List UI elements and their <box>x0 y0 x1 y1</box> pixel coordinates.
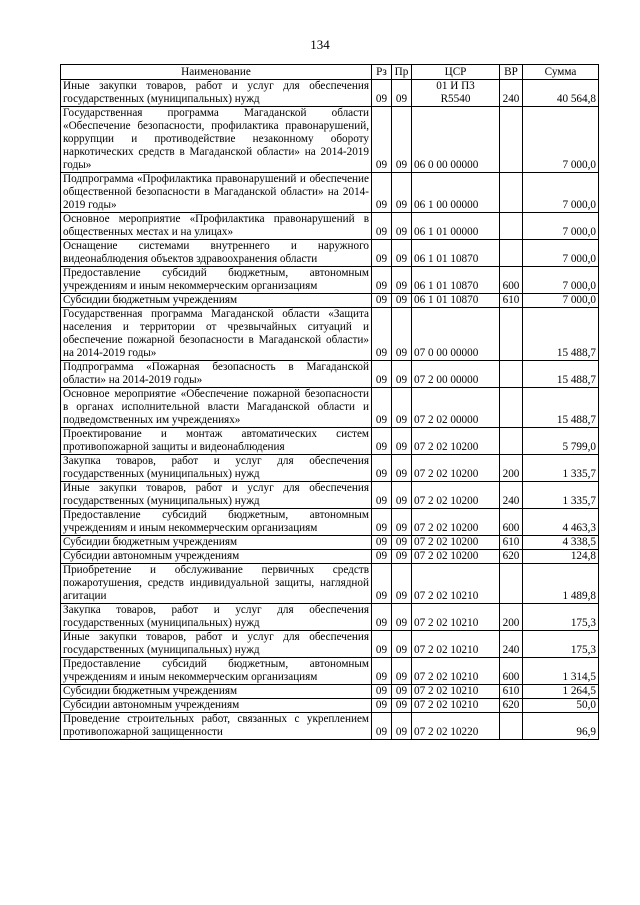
row-sum-cell: 50,0 <box>523 699 599 713</box>
row-pr-cell: 09 <box>392 428 412 455</box>
row-pr-cell: 09 <box>392 267 412 294</box>
row-rz-cell: 09 <box>372 482 392 509</box>
row-csr-cell: 07 2 02 10220 <box>412 713 500 740</box>
row-rz-cell: 09 <box>372 685 392 699</box>
row-vr-cell: 240 <box>500 482 523 509</box>
row-name-cell: Субсидии бюджетным учреждениям <box>61 685 372 699</box>
table-row <box>61 713 599 740</box>
row-pr-cell: 09 <box>392 455 412 482</box>
row-vr-cell: 240 <box>500 631 523 658</box>
row-rz-cell: 09 <box>372 267 392 294</box>
row-vr-cell <box>500 240 523 267</box>
row-csr-cell: 07 2 02 10210 <box>412 564 500 604</box>
row-csr-cell: 06 0 00 00000 <box>412 107 500 173</box>
row-pr-cell: 09 <box>392 80 412 107</box>
table-row <box>61 604 599 631</box>
row-pr-cell: 09 <box>392 361 412 388</box>
row-rz-cell: 09 <box>372 604 392 631</box>
row-sum-cell: 15 488,7 <box>523 388 599 428</box>
row-vr-cell: 620 <box>500 699 523 713</box>
table-row <box>61 294 599 308</box>
row-pr-cell: 09 <box>392 604 412 631</box>
row-vr-cell: 600 <box>500 658 523 685</box>
row-csr-cell: 07 2 02 10210 <box>412 685 500 699</box>
row-rz-cell: 09 <box>372 173 392 213</box>
row-rz-cell: 09 <box>372 428 392 455</box>
row-csr-cell: 06 1 01 10870 <box>412 240 500 267</box>
row-pr-cell: 09 <box>392 536 412 550</box>
row-name-cell: Основное мероприятие «Обеспечение пожарной безопасности в органах исполнительной власти Магаданской области и подведомственных им учреждениях» <box>61 388 372 428</box>
table-body <box>61 80 599 740</box>
row-vr-cell <box>500 564 523 604</box>
table-row <box>61 455 599 482</box>
row-rz-cell: 09 <box>372 536 392 550</box>
row-csr-cell: 07 2 02 10200 <box>412 482 500 509</box>
row-vr-cell: 600 <box>500 509 523 536</box>
csr-prefix: 01 И П3 <box>436 80 475 92</box>
row-sum-cell: 7 000,0 <box>523 240 599 267</box>
table-row <box>61 308 599 361</box>
row-sum-cell: 40 564,8 <box>523 80 599 107</box>
row-rz-cell: 09 <box>372 361 392 388</box>
row-vr-cell: 240 <box>500 80 523 107</box>
row-sum-cell: 4 463,3 <box>523 509 599 536</box>
row-name-cell: Субсидии бюджетным учреждениям <box>61 536 372 550</box>
row-pr-cell: 09 <box>392 388 412 428</box>
row-vr-cell <box>500 428 523 455</box>
row-rz-cell: 09 <box>372 631 392 658</box>
row-name-cell: Государственная программа Магаданской области «Защита населения и территории от чрезвычайных ситуаций и обеспечение пожарной безопасности в Магаданской области» на 2014-2019 годы» <box>61 308 372 361</box>
row-name-cell: Закупка товаров, работ и услуг для обеспечения государственных (муниципальных) нужд <box>61 455 372 482</box>
row-name-cell: Основное мероприятие «Профилактика правонарушений в общественных местах и на улицах» <box>61 213 372 240</box>
row-name-cell: Государственная программа Магаданской области «Обеспечение безопасности, профилактика правонарушений, коррупции и противодействие незаконному обороту наркотических средств в Магаданской области» на 2014-2019 годы» <box>61 107 372 173</box>
header-csr: ЦСР <box>412 65 500 80</box>
row-pr-cell: 09 <box>392 564 412 604</box>
row-vr-cell <box>500 713 523 740</box>
row-vr-cell: 200 <box>500 604 523 631</box>
row-pr-cell: 09 <box>392 685 412 699</box>
row-sum-cell: 7 000,0 <box>523 213 599 240</box>
table-row <box>61 173 599 213</box>
row-pr-cell: 09 <box>392 308 412 361</box>
table-row <box>61 536 599 550</box>
row-sum-cell: 1 335,7 <box>523 455 599 482</box>
row-vr-cell: 610 <box>500 294 523 308</box>
row-pr-cell: 09 <box>392 173 412 213</box>
row-csr-cell: 06 1 00 00000 <box>412 173 500 213</box>
table-row <box>61 550 599 564</box>
row-pr-cell: 09 <box>392 631 412 658</box>
row-name-cell: Приобретение и обслуживание первичных средств пожаротушения, средств индивидуальной защиты, наглядной агитации <box>61 564 372 604</box>
row-name-cell: Подпрограмма «Профилактика правонарушений и обеспечение общественной безопасности в Магаданской области» на 2014-2019 годы» <box>61 173 372 213</box>
row-sum-cell: 175,3 <box>523 631 599 658</box>
row-csr-cell: 07 2 02 10210 <box>412 604 500 631</box>
row-sum-cell: 7 000,0 <box>523 294 599 308</box>
row-name-cell: Подпрограмма «Пожарная безопасность в Магаданской области» на 2014-2019 годы» <box>61 361 372 388</box>
row-csr-cell: 07 2 02 10200 <box>412 536 500 550</box>
row-rz-cell: 09 <box>372 658 392 685</box>
row-vr-cell <box>500 213 523 240</box>
row-sum-cell: 5 799,0 <box>523 428 599 455</box>
row-rz-cell: 09 <box>372 308 392 361</box>
row-rz-cell: 09 <box>372 699 392 713</box>
row-name-cell: Субсидии автономным учреждениям <box>61 550 372 564</box>
row-pr-cell: 09 <box>392 107 412 173</box>
csr-code: R5540 <box>440 93 471 105</box>
table-row <box>61 658 599 685</box>
table-row <box>61 482 599 509</box>
row-name-cell: Иные закупки товаров, работ и услуг для обеспечения государственных (муниципальных) нужд <box>61 482 372 509</box>
row-name-cell: Оснащение системами внутреннего и наружного видеонаблюдения объектов здравоохранения области <box>61 240 372 267</box>
row-rz-cell: 09 <box>372 388 392 428</box>
table-row <box>61 428 599 455</box>
row-sum-cell: 1 264,5 <box>523 685 599 699</box>
page-number: 134 <box>310 37 330 52</box>
row-name-cell: Предоставление субсидий бюджетным, автономным учреждениям и иным некоммерческим организациям <box>61 658 372 685</box>
row-rz-cell: 09 <box>372 107 392 173</box>
row-sum-cell: 1 314,5 <box>523 658 599 685</box>
table-row <box>61 509 599 536</box>
header-row <box>61 65 599 80</box>
row-pr-cell: 09 <box>392 658 412 685</box>
row-pr-cell: 09 <box>392 509 412 536</box>
row-sum-cell: 96,9 <box>523 713 599 740</box>
row-csr-cell: 07 2 00 00000 <box>412 361 500 388</box>
table-row <box>61 685 599 699</box>
row-name-cell: Предоставление субсидий бюджетным, автономным учреждениям и иным некоммерческим организациям <box>61 509 372 536</box>
table-row <box>61 107 599 173</box>
row-sum-cell: 124,8 <box>523 550 599 564</box>
table-row <box>61 564 599 604</box>
row-csr-cell: 06 1 01 10870 <box>412 294 500 308</box>
row-rz-cell: 09 <box>372 455 392 482</box>
row-csr-cell: 07 2 02 10210 <box>412 658 500 685</box>
header-sum: Сумма <box>523 65 599 80</box>
table-row <box>61 240 599 267</box>
header-vr: ВР <box>500 65 523 80</box>
row-rz-cell: 09 <box>372 550 392 564</box>
row-sum-cell: 7 000,0 <box>523 267 599 294</box>
row-vr-cell: 610 <box>500 536 523 550</box>
row-name-cell: Закупка товаров, работ и услуг для обеспечения государственных (муниципальных) нужд <box>61 604 372 631</box>
row-name-cell: Субсидии бюджетным учреждениям <box>61 294 372 308</box>
table-row <box>61 699 599 713</box>
row-csr-cell: 06 1 01 10870 <box>412 267 500 294</box>
table-row <box>61 267 599 294</box>
table-row <box>61 213 599 240</box>
table-row <box>61 631 599 658</box>
row-pr-cell: 09 <box>392 550 412 564</box>
row-pr-cell: 09 <box>392 482 412 509</box>
row-csr-cell: 06 1 01 00000 <box>412 213 500 240</box>
row-csr-cell: 07 2 02 10200 <box>412 550 500 564</box>
row-pr-cell: 09 <box>392 240 412 267</box>
row-pr-cell: 09 <box>392 294 412 308</box>
row-pr-cell: 09 <box>392 699 412 713</box>
row-vr-cell <box>500 361 523 388</box>
row-vr-cell <box>500 388 523 428</box>
row-csr-cell: 07 2 02 10210 <box>412 699 500 713</box>
budget-table <box>60 64 599 740</box>
table-row <box>61 388 599 428</box>
table-row <box>61 361 599 388</box>
row-name-cell: Предоставление субсидий бюджетным, автономным учреждениям и иным некоммерческим организациям <box>61 267 372 294</box>
row-vr-cell <box>500 308 523 361</box>
row-sum-cell: 7 000,0 <box>523 107 599 173</box>
row-sum-cell: 4 338,5 <box>523 536 599 550</box>
row-vr-cell <box>500 107 523 173</box>
row-csr-cell: 07 2 02 00000 <box>412 388 500 428</box>
row-csr-cell <box>412 80 500 107</box>
row-vr-cell: 610 <box>500 685 523 699</box>
row-vr-cell: 200 <box>500 455 523 482</box>
row-rz-cell: 09 <box>372 509 392 536</box>
row-name-cell: Проведение строительных работ, связанных с укреплением противопожарной защищенности <box>61 713 372 740</box>
row-rz-cell: 09 <box>372 240 392 267</box>
row-sum-cell: 15 488,7 <box>523 361 599 388</box>
row-csr-cell: 07 2 02 10200 <box>412 428 500 455</box>
row-pr-cell: 09 <box>392 213 412 240</box>
row-csr-cell: 07 0 00 00000 <box>412 308 500 361</box>
row-csr-cell: 07 2 02 10200 <box>412 509 500 536</box>
row-rz-cell: 09 <box>372 564 392 604</box>
row-name-cell: Иные закупки товаров, работ и услуг для обеспечения государственных (муниципальных) нужд <box>61 80 372 107</box>
row-vr-cell: 600 <box>500 267 523 294</box>
row-sum-cell: 1 335,7 <box>523 482 599 509</box>
row-vr-cell: 620 <box>500 550 523 564</box>
row-rz-cell: 09 <box>372 80 392 107</box>
row-rz-cell: 09 <box>372 713 392 740</box>
header-rz: Рз <box>372 65 392 80</box>
row-name-cell: Субсидии автономным учреждениям <box>61 699 372 713</box>
row-sum-cell: 15 488,7 <box>523 308 599 361</box>
row-vr-cell <box>500 173 523 213</box>
row-sum-cell: 7 000,0 <box>523 173 599 213</box>
row-csr-cell: 07 2 02 10200 <box>412 455 500 482</box>
header-pr: Пр <box>392 65 412 80</box>
row-name-cell: Проектирование и монтаж автоматических систем противопожарной защиты и видеонаблюдения <box>61 428 372 455</box>
row-sum-cell: 175,3 <box>523 604 599 631</box>
row-sum-cell: 1 489,8 <box>523 564 599 604</box>
row-rz-cell: 09 <box>372 294 392 308</box>
header-name: Наименование <box>61 65 372 80</box>
row-pr-cell: 09 <box>392 713 412 740</box>
row-csr-cell: 07 2 02 10210 <box>412 631 500 658</box>
table-row <box>61 80 599 107</box>
row-rz-cell: 09 <box>372 213 392 240</box>
row-name-cell: Иные закупки товаров, работ и услуг для обеспечения государственных (муниципальных) нужд <box>61 631 372 658</box>
